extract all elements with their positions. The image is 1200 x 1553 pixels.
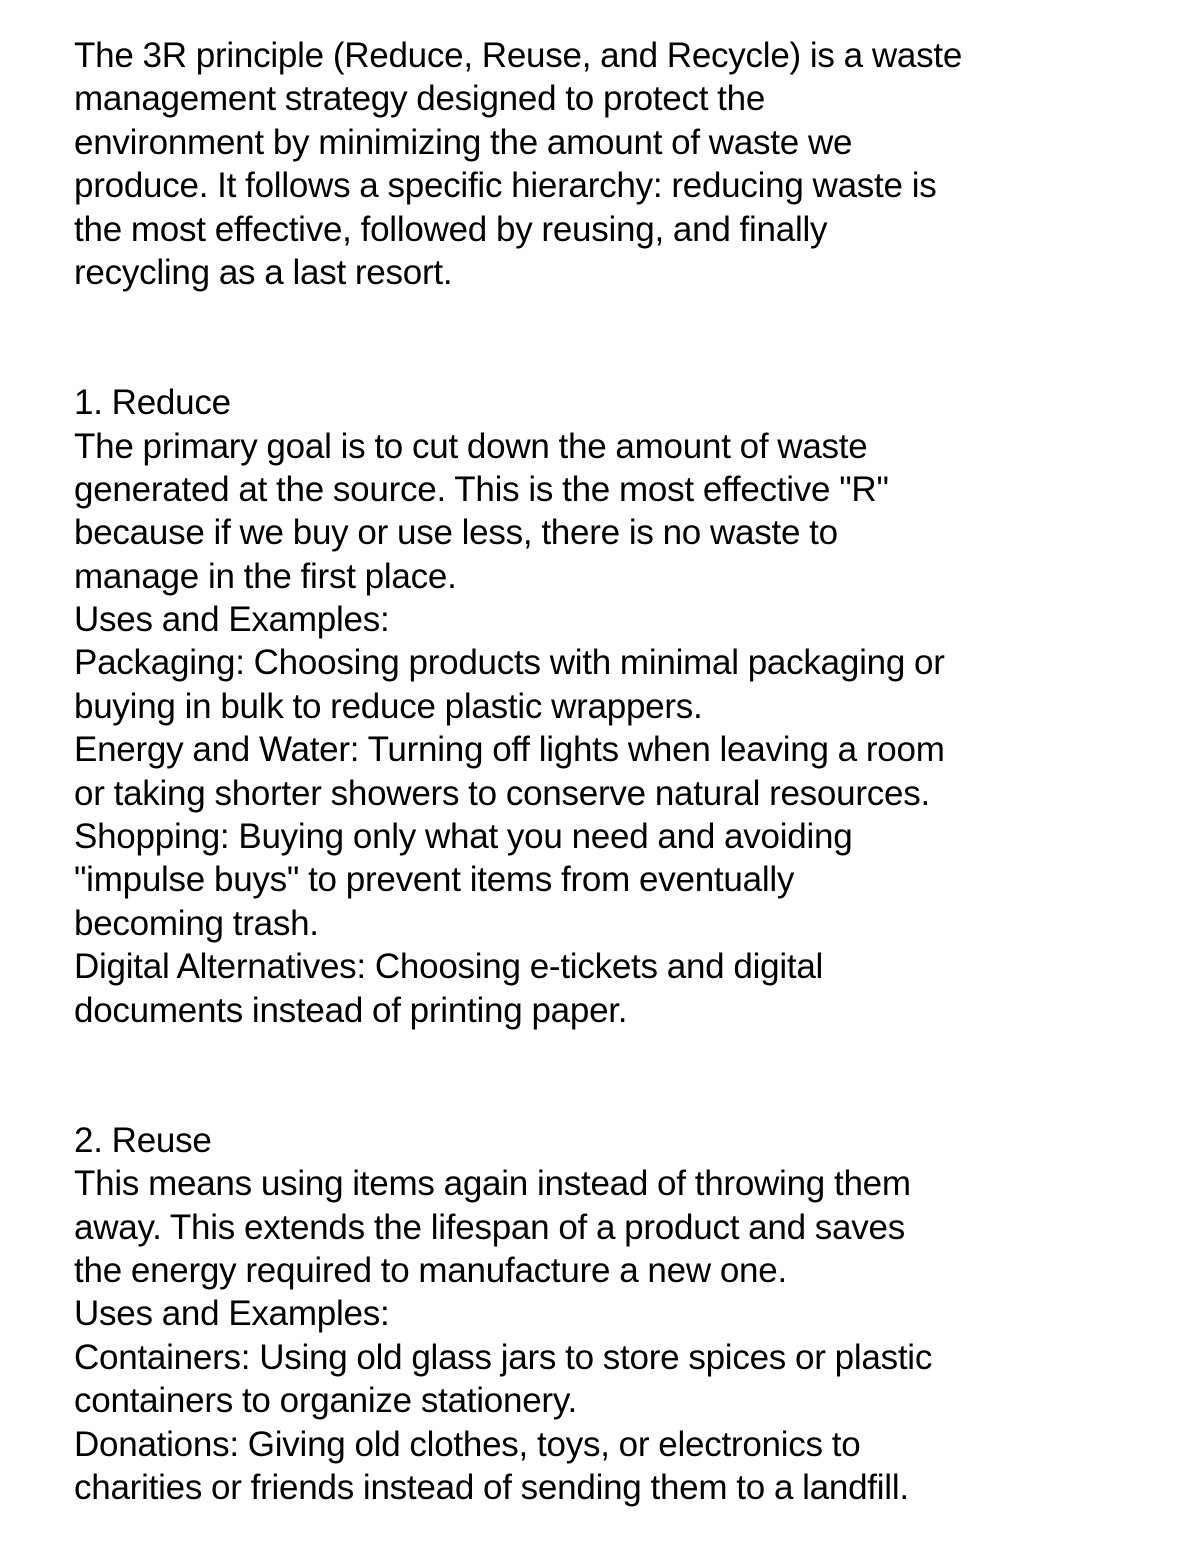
example-line: Digital Alternatives: Choosing e-tickets and digital [74,947,824,987]
spacer [74,294,1154,337]
description-line: manage in the first place. [74,556,457,596]
example-line: Energy and Water: Turning off lights when leaving a room [74,730,945,770]
example-line: becoming trash. [74,903,319,943]
section-reduce [74,381,1154,1032]
example-line: documents instead of printing paper. [74,990,628,1030]
intro-line: The 3R principle (Reduce, Reuse, and Recycle) is a waste [74,36,963,75]
example-line: Containers: Using old glass jars to store spices or plastic [74,1337,933,1377]
examples-label: Uses and Examples: [74,1294,390,1334]
example-line: Shopping: Buying only what you need and avoiding [74,817,853,857]
spacer [74,1075,1154,1118]
description-line: the energy required to manufacture a new one. [74,1250,787,1290]
description-line: This means using items again instead of throwing them [74,1164,911,1204]
example-line: "impulse buys" to prevent items from eventually [74,860,795,900]
description-line: The primary goal is to cut down the amount of waste [74,426,868,466]
example-line: charities or friends instead of sending them to a landfill. [74,1467,909,1507]
example-line: containers to organize stationery. [74,1381,577,1421]
examples-label: Uses and Examples: [74,600,390,640]
example-line: buying in bulk to reduce plastic wrappers. [74,686,703,726]
section-reuse [74,1119,1154,1510]
description-line: away. This extends the lifespan of a product and saves [74,1207,905,1247]
intro-line: management strategy designed to protect the [74,79,766,119]
example-line: or taking shorter showers to conserve natural resources. [74,773,930,813]
section-heading: 2. Reuse [74,1120,212,1160]
example-line: Packaging: Choosing products with minimal packaging or [74,643,945,683]
description-line: because if we buy or use less, there is no waste to [74,513,838,553]
section-heading: 1. Reduce [74,383,231,423]
spacer [74,338,1154,381]
intro-line: the most effective, followed by reusing, and finally [74,209,828,249]
intro-line: environment by minimizing the amount of waste we [74,122,853,162]
spacer [74,1032,1154,1075]
document-page [74,34,1154,1509]
intro-line: recycling as a last resort. [74,252,453,292]
intro-line: produce. It follows a specific hierarchy: reducing waste is [74,166,937,206]
description-line: generated at the source. This is the most effective "R" [74,469,889,509]
example-line: Donations: Giving old clothes, toys, or electronics to [74,1424,861,1464]
intro-paragraph [74,34,1154,294]
